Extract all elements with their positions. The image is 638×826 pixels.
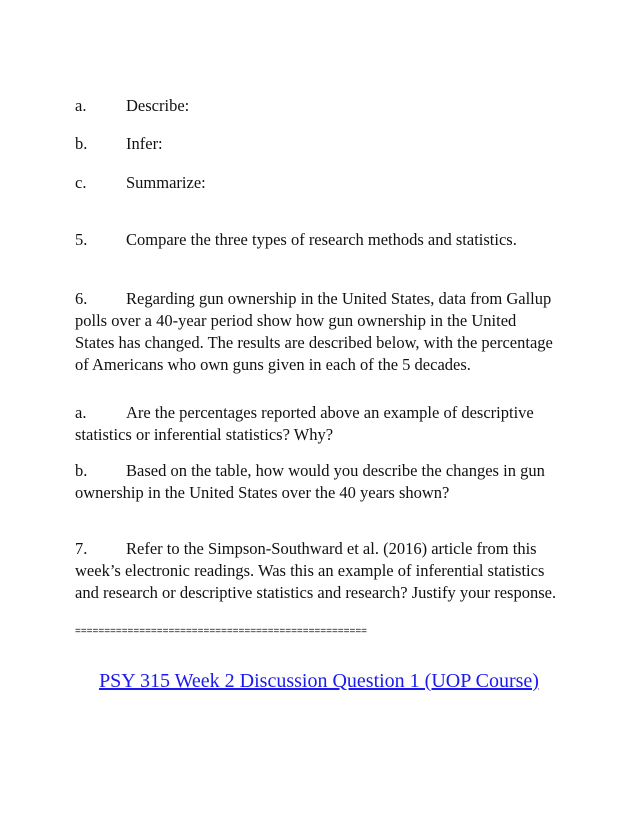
sub-question-marker: a.: [75, 403, 87, 422]
item-marker: c.: [75, 173, 87, 192]
question-6a-line: [75, 402, 575, 424]
question-6b-line: [75, 460, 575, 482]
sub-question-marker: b.: [75, 461, 88, 480]
question-6a-line: statistics or inferential statistics? Why?: [75, 425, 334, 444]
question-text: Regarding gun ownership in the United States, data from Gallup: [126, 289, 552, 308]
item-marker: a.: [75, 96, 87, 115]
question-text: Refer to the Simpson-Southward et al. (2016) article from this: [126, 539, 537, 558]
question-7-line: and research or descriptive statistics and research? Justify your response.: [75, 583, 557, 602]
sub-question-text: Based on the table, how would you describe the changes in gun: [126, 461, 545, 480]
item-infer: [75, 133, 163, 155]
item-label: Infer:: [126, 134, 163, 153]
item-label: Summarize:: [126, 173, 206, 192]
question-5: [75, 229, 517, 251]
item-label: Describe:: [126, 96, 190, 115]
course-link-container: [0, 668, 638, 694]
item-marker: b.: [75, 134, 88, 153]
question-6-line: [75, 288, 575, 310]
question-6-line: States has changed. The results are described below, with the percentage: [75, 333, 553, 352]
sub-question-text: Are the percentages reported above an example of descriptive: [126, 403, 534, 422]
question-number: 5.: [75, 230, 88, 249]
item-summarize: [75, 172, 206, 194]
question-text: Compare the three types of research methods and statistics.: [126, 230, 517, 249]
question-6b-line: ownership in the United States over the 40 years shown?: [75, 483, 450, 502]
question-number: 6.: [75, 289, 88, 308]
question-6a: [75, 402, 575, 446]
question-6b: [75, 460, 575, 504]
question-6-line: polls over a 40-year period show how gun ownership in the United: [75, 311, 517, 330]
question-7: [75, 538, 575, 604]
question-6: [75, 288, 575, 376]
item-describe: [75, 95, 189, 117]
question-7-line: week’s electronic readings. Was this an example of inferential statistics: [75, 561, 545, 580]
course-link[interactable]: PSY 315 Week 2 Discussion Question 1 (UOP Course): [99, 670, 539, 692]
question-number: 7.: [75, 539, 88, 558]
separator-line: ==================================================: [75, 626, 367, 637]
question-7-line: [75, 538, 575, 560]
question-6-line: of Americans who own guns given in each of the 5 decades.: [75, 355, 471, 374]
